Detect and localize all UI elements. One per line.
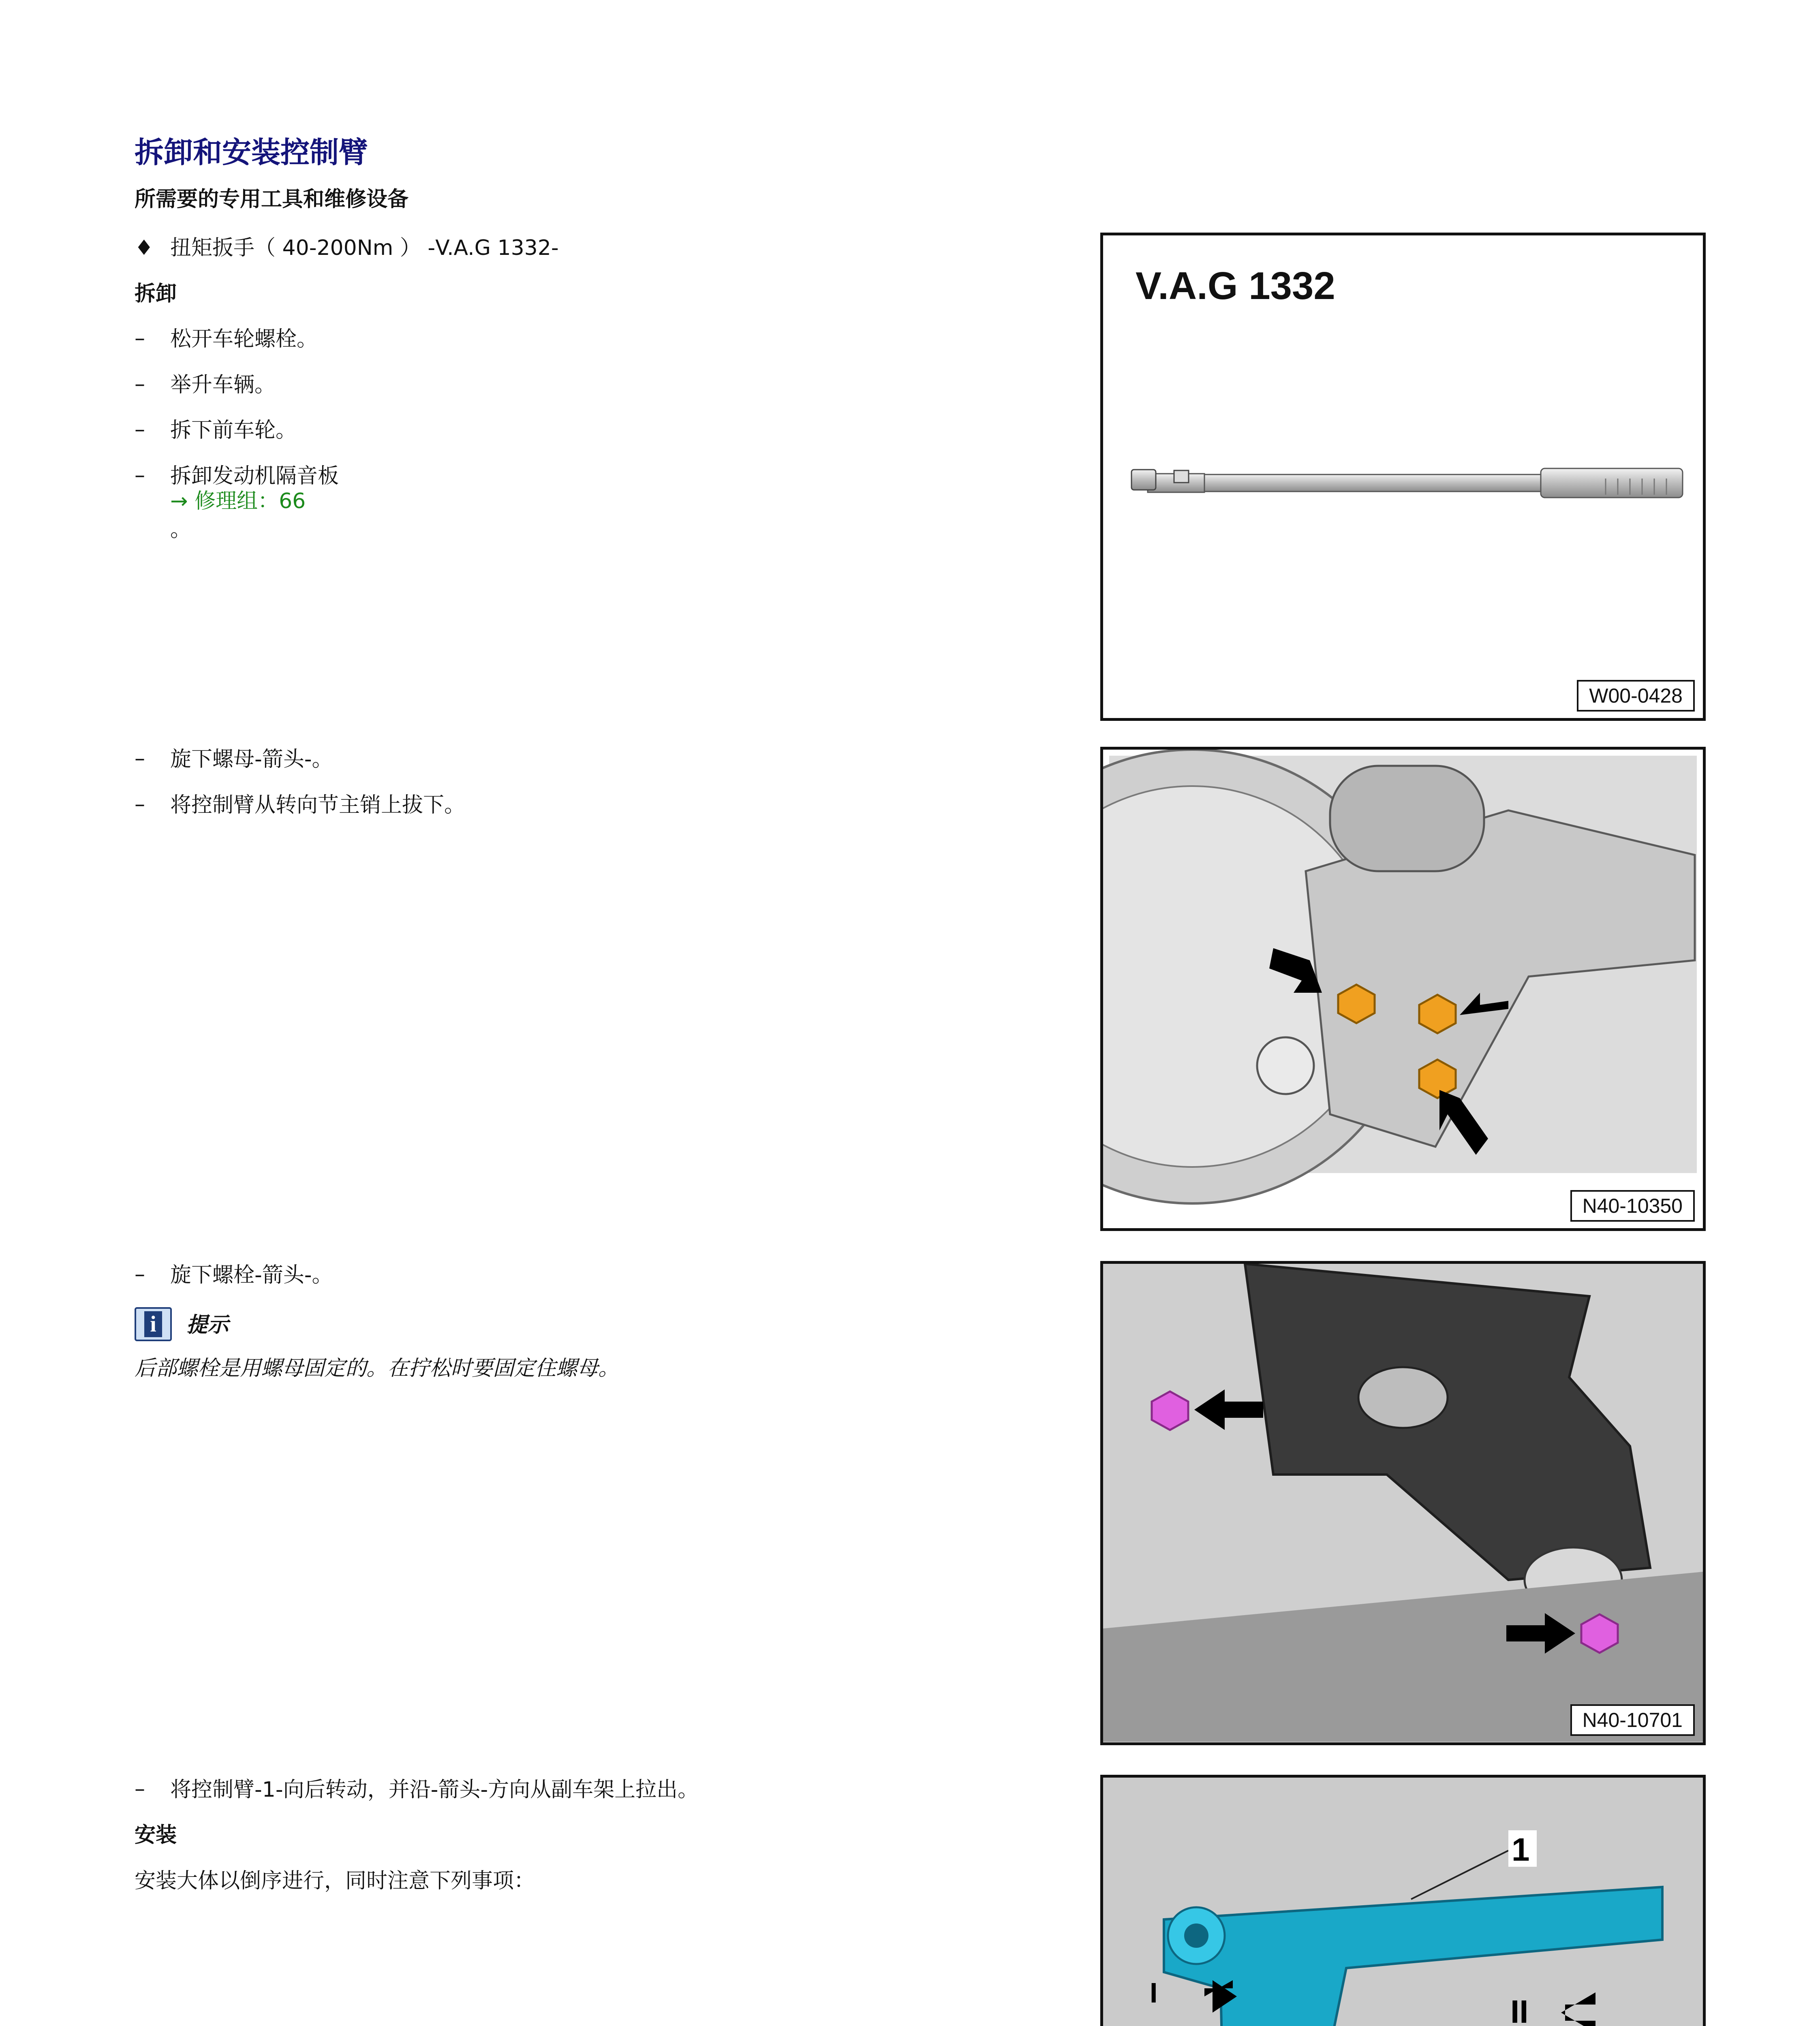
figure-arm-bolts <box>1100 1261 1706 1745</box>
tool-item: 扭矩扳手（ 40-200Nm ） -V.A.G 1332- <box>170 236 559 260</box>
arm-bolts-illustration <box>1103 1264 1703 1742</box>
remove-nut-step: 旋下螺母-箭头-。 <box>170 747 333 772</box>
removal-step-4: 拆卸发动机隔音板 <box>170 464 339 488</box>
figure-arm-rotation <box>1100 1775 1706 2026</box>
step-dash: – <box>135 463 145 487</box>
step-dash: – <box>135 792 145 816</box>
removal-step-1: 松开车轮螺栓。 <box>170 327 318 351</box>
callout-number: 1 <box>1512 1832 1530 1868</box>
install-intro: 安装大体以倒序进行，同时注意下列事项： <box>135 1869 535 1893</box>
note-label: 提示 <box>186 1313 229 1337</box>
removal-heading: 拆卸 <box>135 282 177 306</box>
remove-bolt-step: 旋下螺栓-箭头-。 <box>170 1263 333 1287</box>
step-dash: – <box>135 417 145 442</box>
repair-group-link[interactable]: → 修理组：66 <box>170 489 306 513</box>
step-dash: – <box>135 1777 145 1801</box>
step-dash: – <box>135 326 145 350</box>
tool-bullet: ♦ <box>135 236 154 260</box>
removal-step-2: 举升车辆。 <box>170 373 276 397</box>
figure-torque-wrench <box>1100 233 1706 721</box>
knuckle-illustration <box>1103 750 1703 1228</box>
pull-arm-step: 将控制臂从转向节主销上拔下。 <box>170 793 466 817</box>
install-heading: 安装 <box>135 1823 177 1847</box>
step-dash: – <box>135 1262 145 1287</box>
step-dash: – <box>135 746 145 771</box>
rotate-arm-step: 将控制臂-1-向后转动，并沿-箭头-方向从副车架上拉出。 <box>170 1778 699 1802</box>
torque-wrench-illustration <box>1103 235 1703 718</box>
arm-rotation-illustration <box>1103 1778 1703 2026</box>
figure-code: W00-0428 <box>1577 680 1695 712</box>
info-icon: i <box>135 1307 172 1341</box>
figure-code: N40-10701 <box>1570 1704 1695 1736</box>
figure-knuckle-nuts <box>1100 747 1706 1231</box>
page-title: 拆卸和安装控制臂 <box>135 135 368 169</box>
figure-code: N40-10350 <box>1570 1190 1695 1222</box>
figure-heading: V.A.G 1332 <box>1136 264 1335 308</box>
step-dash: – <box>135 372 145 396</box>
note-text: 后部螺栓是用螺母固定的。在拧松时要固定住螺母。 <box>135 1356 620 1381</box>
removal-step-3: 拆下前车轮。 <box>170 418 297 442</box>
arrow-label-ii: II <box>1510 1994 1529 2026</box>
tools-heading: 所需要的专用工具和维修设备 <box>135 187 409 212</box>
link-tail: 。 <box>170 517 192 542</box>
arrow-label-i: I <box>1150 1977 1158 2009</box>
